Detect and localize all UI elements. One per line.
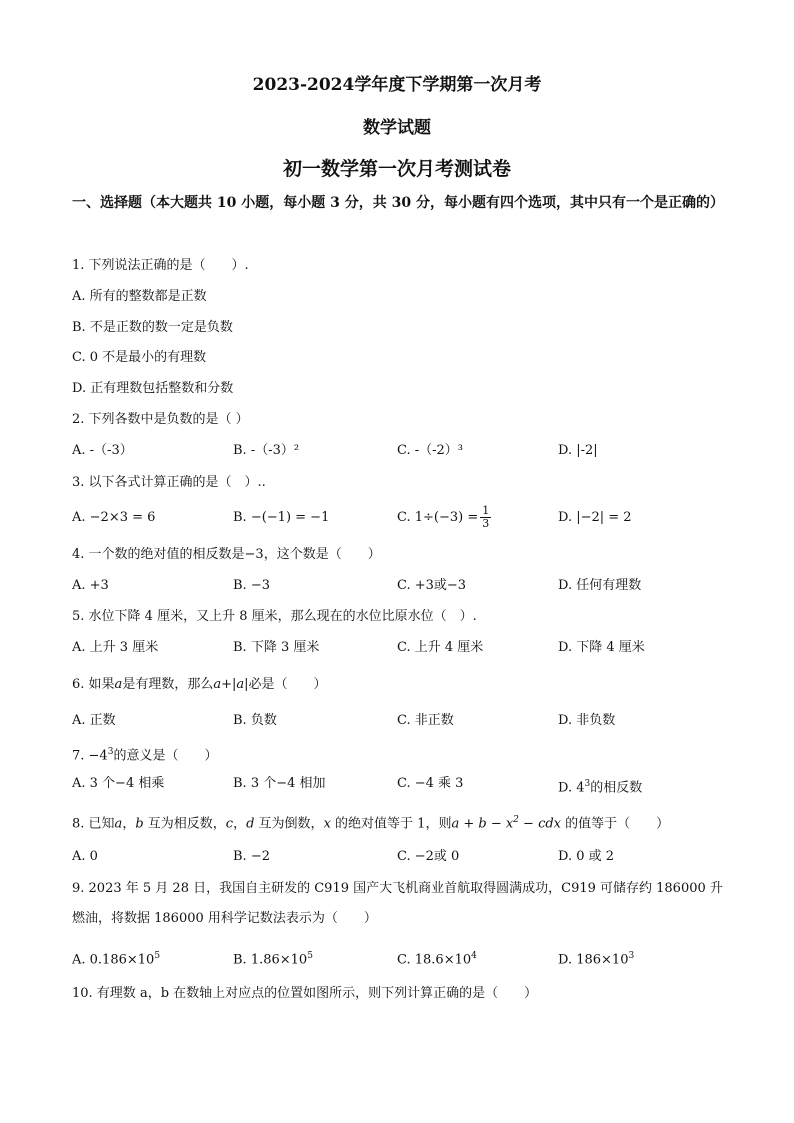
question-7-option-d-suffix: 的相反数	[590, 780, 643, 796]
variable-a: a	[114, 816, 123, 832]
question-5-option-c: C. 上升 4 厘米	[397, 640, 484, 655]
question-8-option-a: A. 0	[72, 849, 98, 864]
question-10-stem: 10. 有理数 a，b 在数轴上对应点的位置如图所示，则下列计算正确的是（ ）	[72, 986, 538, 1001]
question-6-option-b: B. 负数	[233, 713, 277, 728]
question-5-option-b: B. 下降 3 厘米	[233, 640, 320, 655]
question-9-option-a	[72, 945, 160, 967]
question-6-stem-prefix: 6. 如果	[72, 677, 115, 692]
expression-a-plus-abs-a: a+|a|	[213, 677, 249, 692]
question-4-option-a: A. +3	[72, 578, 109, 593]
variable-c: c	[225, 816, 234, 832]
q9-option-a-text: A. 0.186×10	[72, 952, 155, 968]
exponent: 2	[513, 815, 519, 825]
variable-a: a	[114, 677, 123, 692]
question-7-option-a: A. 3 个−4 相乘	[72, 776, 165, 791]
question-6-stem-suffix: 必是（ ）	[248, 677, 327, 692]
question-3-option-c	[397, 500, 491, 536]
q8-text: 8. 已知	[72, 816, 115, 832]
question-6-stem-mid: 是有理数，那么	[122, 677, 214, 692]
question-6-option-c: C. 非正数	[397, 713, 454, 728]
question-6-option-d: D. 非负数	[558, 713, 616, 728]
question-2-stem: 2. 下列各数中是负数的是（ ）	[72, 412, 249, 427]
question-2-option-c: C. -（-2）³	[397, 443, 464, 458]
question-3-option-d: D. |−2| = 2	[558, 510, 632, 525]
question-3-option-a: A. −2×3 = 6	[72, 510, 156, 525]
expression-part: a + b − x	[451, 816, 514, 832]
question-7-stem-suffix: 的意义是（ ）	[113, 748, 218, 764]
q8-text: 互为相反数，	[143, 816, 226, 832]
exponent: 3	[107, 747, 114, 757]
exam-title-term: 2023-2024学年度下学期第一次月考	[252, 75, 542, 95]
question-7-option-b: B. 3 个−4 相加	[233, 776, 326, 791]
question-4-stem: 4. 一个数的绝对值的相反数是−3，这个数是（ ）	[72, 547, 381, 562]
q9-option-c-text: C. 18.6×10	[397, 952, 472, 968]
question-7-option-d-prefix: D. 4	[558, 780, 585, 796]
variable-d: d	[246, 816, 255, 832]
variable-b: b	[135, 816, 144, 832]
question-4-option-b: B. −3	[233, 578, 270, 593]
question-5-stem: 5. 水位下降 4 厘米，又上升 8 厘米，那么现在的水位比原水位（ ）.	[72, 609, 477, 624]
question-1-stem: 1. 下列说法正确的是（ ）.	[72, 258, 249, 273]
section-heading-choice: 一、选择题（本大题共 10 小题，每小题 3 分，共 30 分，每小题有四个选项，其中只有一个是正确的）	[72, 195, 724, 211]
exponent: 3	[584, 779, 591, 789]
q9-option-d-text: D. 186×10	[558, 952, 629, 968]
question-3-stem: 3. 以下各式计算正确的是（ ）..	[72, 475, 266, 490]
expression-part: − cdx	[518, 816, 561, 832]
exam-title-paper: 初一数学第一次月考测试卷	[282, 158, 511, 180]
question-7-option-c: C. −4 乘 3	[397, 776, 464, 791]
question-7-stem-prefix: 7. −4	[72, 748, 108, 764]
question-1-option-a: A. 所有的整数都是正数	[72, 289, 207, 304]
exponent: 4	[471, 951, 477, 961]
question-8-stem	[72, 810, 669, 830]
exponent: 3	[628, 951, 635, 961]
question-2-option-a: A. -（-3）	[72, 443, 133, 458]
question-1-option-d: D. 正有理数包括整数和分数	[72, 381, 234, 396]
question-4-option-c: C. +3或−3	[397, 578, 467, 593]
q8-text: 的绝对值等于 1，则	[330, 816, 452, 832]
question-8-option-b: B. −2	[233, 849, 270, 864]
question-9-stem-line2: 燃油，将数据 186000 用科学记数法表示为（ ）	[72, 911, 377, 926]
fraction-numerator: 1	[482, 504, 490, 517]
question-9-option-d	[558, 945, 634, 967]
exponent: 5	[307, 951, 313, 961]
question-2-option-d: D. |-2|	[558, 443, 598, 458]
question-3-option-b: B. −(−1) = −1	[233, 510, 330, 525]
question-8-option-d: D. 0 或 2	[558, 849, 615, 864]
q8-text: ，	[233, 816, 247, 832]
question-5-option-d: D. 下降 4 厘米	[558, 640, 645, 655]
q8-text: 的值等于（ ）	[561, 816, 670, 832]
question-9-stem-line1: 9. 2023 年 5 月 28 日，我国自主研发的 C919 国产大飞机商业首航取得圆满成功，C919 可储存约 186000 升	[72, 881, 723, 896]
question-8-option-c: C. −2或 0	[397, 849, 460, 864]
q9-option-b-text: B. 1.86×10	[233, 952, 308, 968]
question-3-option-c-prefix: C. 1÷(−3) =	[397, 510, 479, 525]
question-9-option-b	[233, 945, 313, 967]
question-7-stem	[72, 742, 217, 762]
question-2-option-b: B. -（-3）²	[233, 443, 300, 458]
question-6-stem	[72, 675, 327, 695]
fraction	[480, 505, 491, 530]
q8-text: 互为倒数，	[254, 816, 324, 832]
question-5-option-a: A. 上升 3 厘米	[72, 640, 159, 655]
fraction-denominator: 3	[482, 517, 490, 530]
question-4-option-d: D. 任何有理数	[558, 578, 642, 593]
question-7-option-d	[558, 773, 642, 795]
question-9-option-c	[397, 945, 477, 967]
question-1-option-b: B. 不是正数的数一定是负数	[72, 320, 233, 335]
exponent: 5	[154, 951, 161, 961]
exam-title-subject: 数学试题	[363, 118, 431, 138]
q8-text: ，	[122, 816, 136, 832]
question-1-option-c: C. 0 不是最小的有理数	[72, 350, 207, 365]
variable-x: x	[323, 816, 331, 832]
question-6-option-a: A. 正数	[72, 713, 116, 728]
